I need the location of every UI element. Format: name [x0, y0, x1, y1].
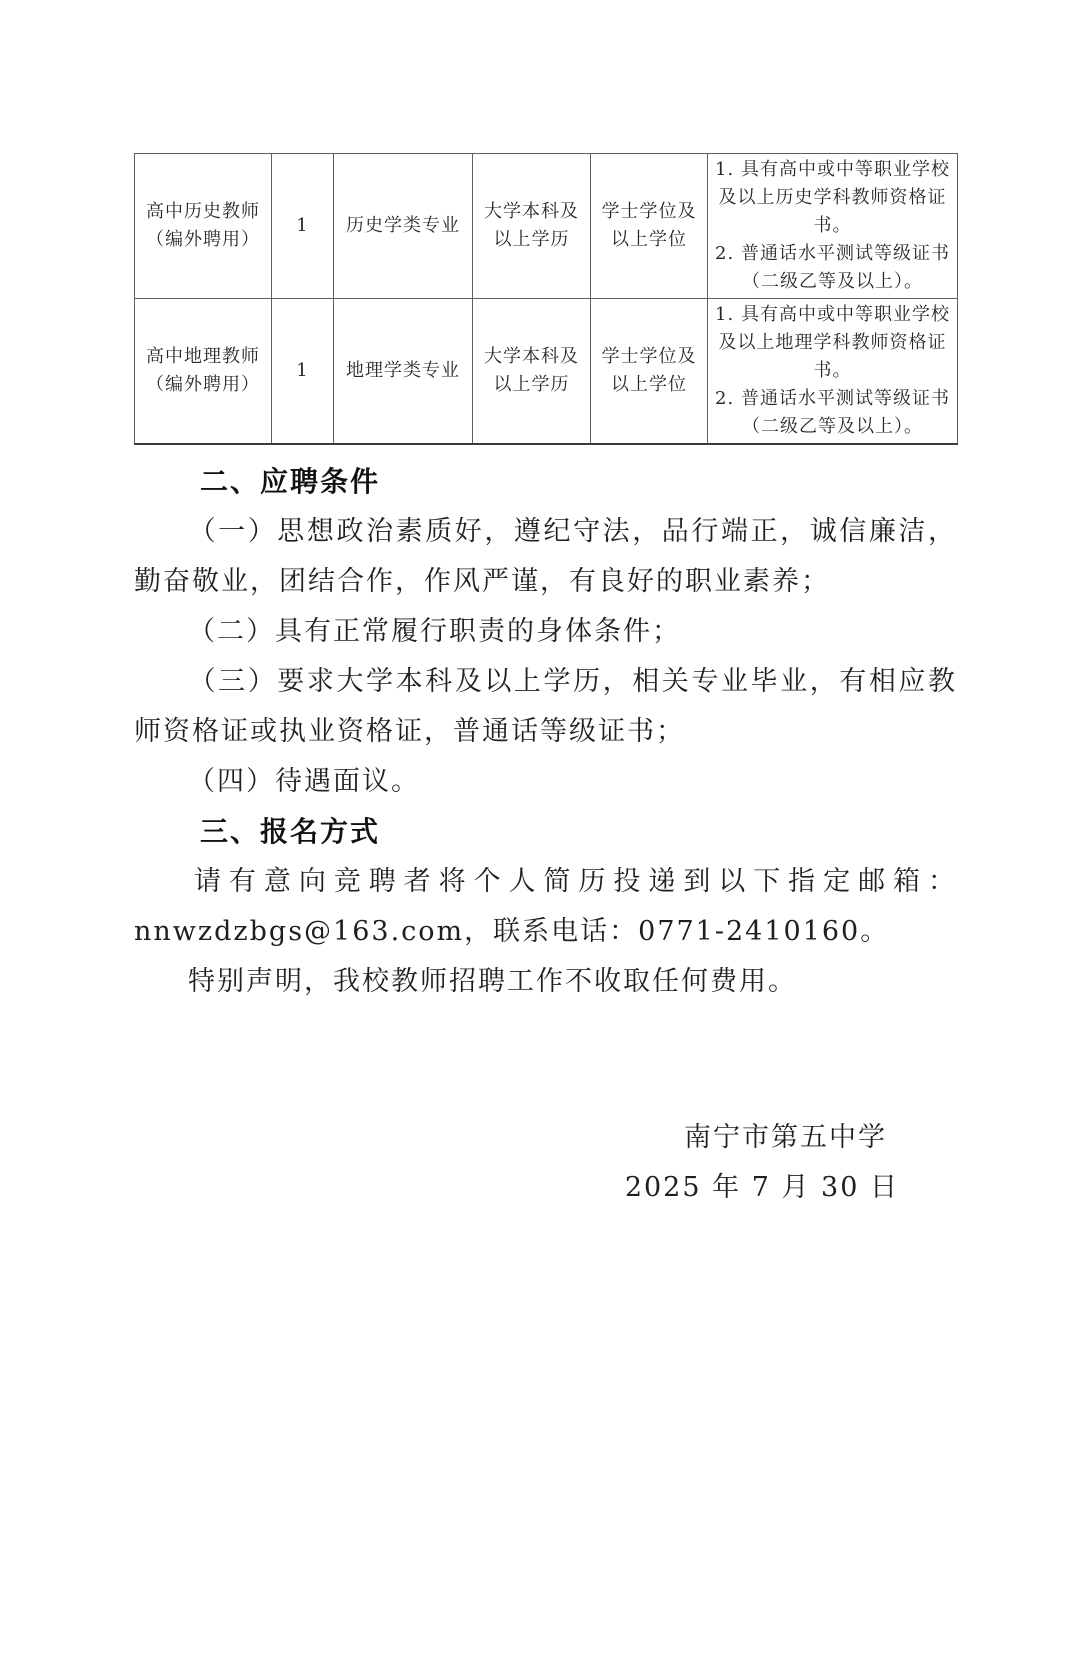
cell-line: 高中历史教师	[146, 201, 260, 222]
cell-line: 学士学位及	[601, 346, 697, 367]
education-cell	[473, 299, 591, 445]
cell-line: 1. 具有高中或中等职业学校	[715, 304, 950, 325]
table-row	[135, 154, 958, 299]
education-cell	[473, 154, 591, 299]
requirements-cell	[708, 299, 958, 445]
text-line: （三）要求大学本科及以上学历，相关专业毕业，有相应教	[188, 666, 957, 697]
cell-line: 1. 具有高中或中等职业学校	[715, 159, 950, 180]
text-line: （二）具有正常履行职责的身体条件；	[188, 616, 681, 647]
cell-line: （二级乙等及以上）。	[742, 416, 923, 437]
degree-cell	[591, 154, 708, 299]
cell-line: （编外聘用）	[146, 374, 260, 395]
cell-line: （编外聘用）	[146, 229, 260, 250]
document-page	[0, 153, 1080, 1680]
position-cell	[135, 154, 272, 299]
text-line: （四）待遇面议。	[188, 766, 420, 797]
count-cell: 1	[272, 299, 334, 445]
requirements-cell	[708, 154, 958, 299]
major-cell: 历史学类专业	[334, 154, 473, 299]
document-content	[134, 153, 957, 1213]
degree-cell	[591, 299, 708, 445]
text-line: nnwzdzbgs@163.com，联系电话：0771-2410160。	[134, 916, 890, 947]
count-cell: 1	[272, 154, 334, 299]
paragraph	[134, 657, 957, 757]
cell-line: 大学本科及	[484, 201, 579, 222]
section3-heading: 三、报名方式	[200, 816, 381, 847]
job-positions-table	[134, 153, 958, 445]
cell-line: 以上学历	[493, 229, 570, 250]
paragraph	[134, 757, 957, 807]
paragraph	[134, 957, 957, 1007]
cell-line: 以上学位	[611, 229, 687, 250]
section2-heading: 二、应聘条件	[200, 466, 381, 497]
paragraph	[134, 507, 957, 607]
cell-line: 书。	[813, 215, 852, 236]
paragraph	[134, 857, 957, 957]
signature-date: 2025 年 7 月 30 日	[624, 1172, 899, 1203]
signature-block	[134, 1113, 957, 1213]
job-table-body	[135, 154, 958, 445]
section3-paragraphs	[134, 857, 957, 1007]
cell-line: 2. 普通话水平测试等级证书	[715, 243, 950, 264]
text-line: 特别声明，我校教师招聘工作不收取任何费用。	[188, 966, 797, 997]
cell-line: 高中地理教师	[146, 346, 260, 367]
text-line: （一）思想政治素质好，遵纪守法，品行端正，诚信廉洁，	[188, 516, 957, 547]
table-row	[135, 299, 958, 445]
text-line: 勤奋敬业，团结合作，作风严谨，有良好的职业素养；	[134, 566, 830, 597]
cell-line: （二级乙等及以上）。	[742, 271, 923, 292]
text-line: 请有意向竞聘者将个人简历投递到以下指定邮箱：	[188, 866, 957, 897]
text-line: 师资格证或执业资格证，普通话等级证书；	[134, 716, 685, 747]
cell-line: 学士学位及	[601, 201, 697, 222]
cell-line: 2. 普通话水平测试等级证书	[715, 388, 950, 409]
cell-line: 及以上历史学科教师资格证	[718, 187, 947, 208]
section2-paragraphs	[134, 507, 957, 807]
signature-org: 南宁市第五中学	[684, 1122, 887, 1153]
paragraph	[134, 607, 957, 657]
cell-line: 以上学位	[611, 374, 687, 395]
position-cell	[135, 299, 272, 445]
cell-line: 书。	[813, 360, 852, 381]
cell-line: 以上学历	[493, 374, 570, 395]
cell-line: 及以上地理学科教师资格证	[718, 332, 947, 353]
cell-line: 大学本科及	[484, 346, 579, 367]
major-cell: 地理学类专业	[334, 299, 473, 445]
